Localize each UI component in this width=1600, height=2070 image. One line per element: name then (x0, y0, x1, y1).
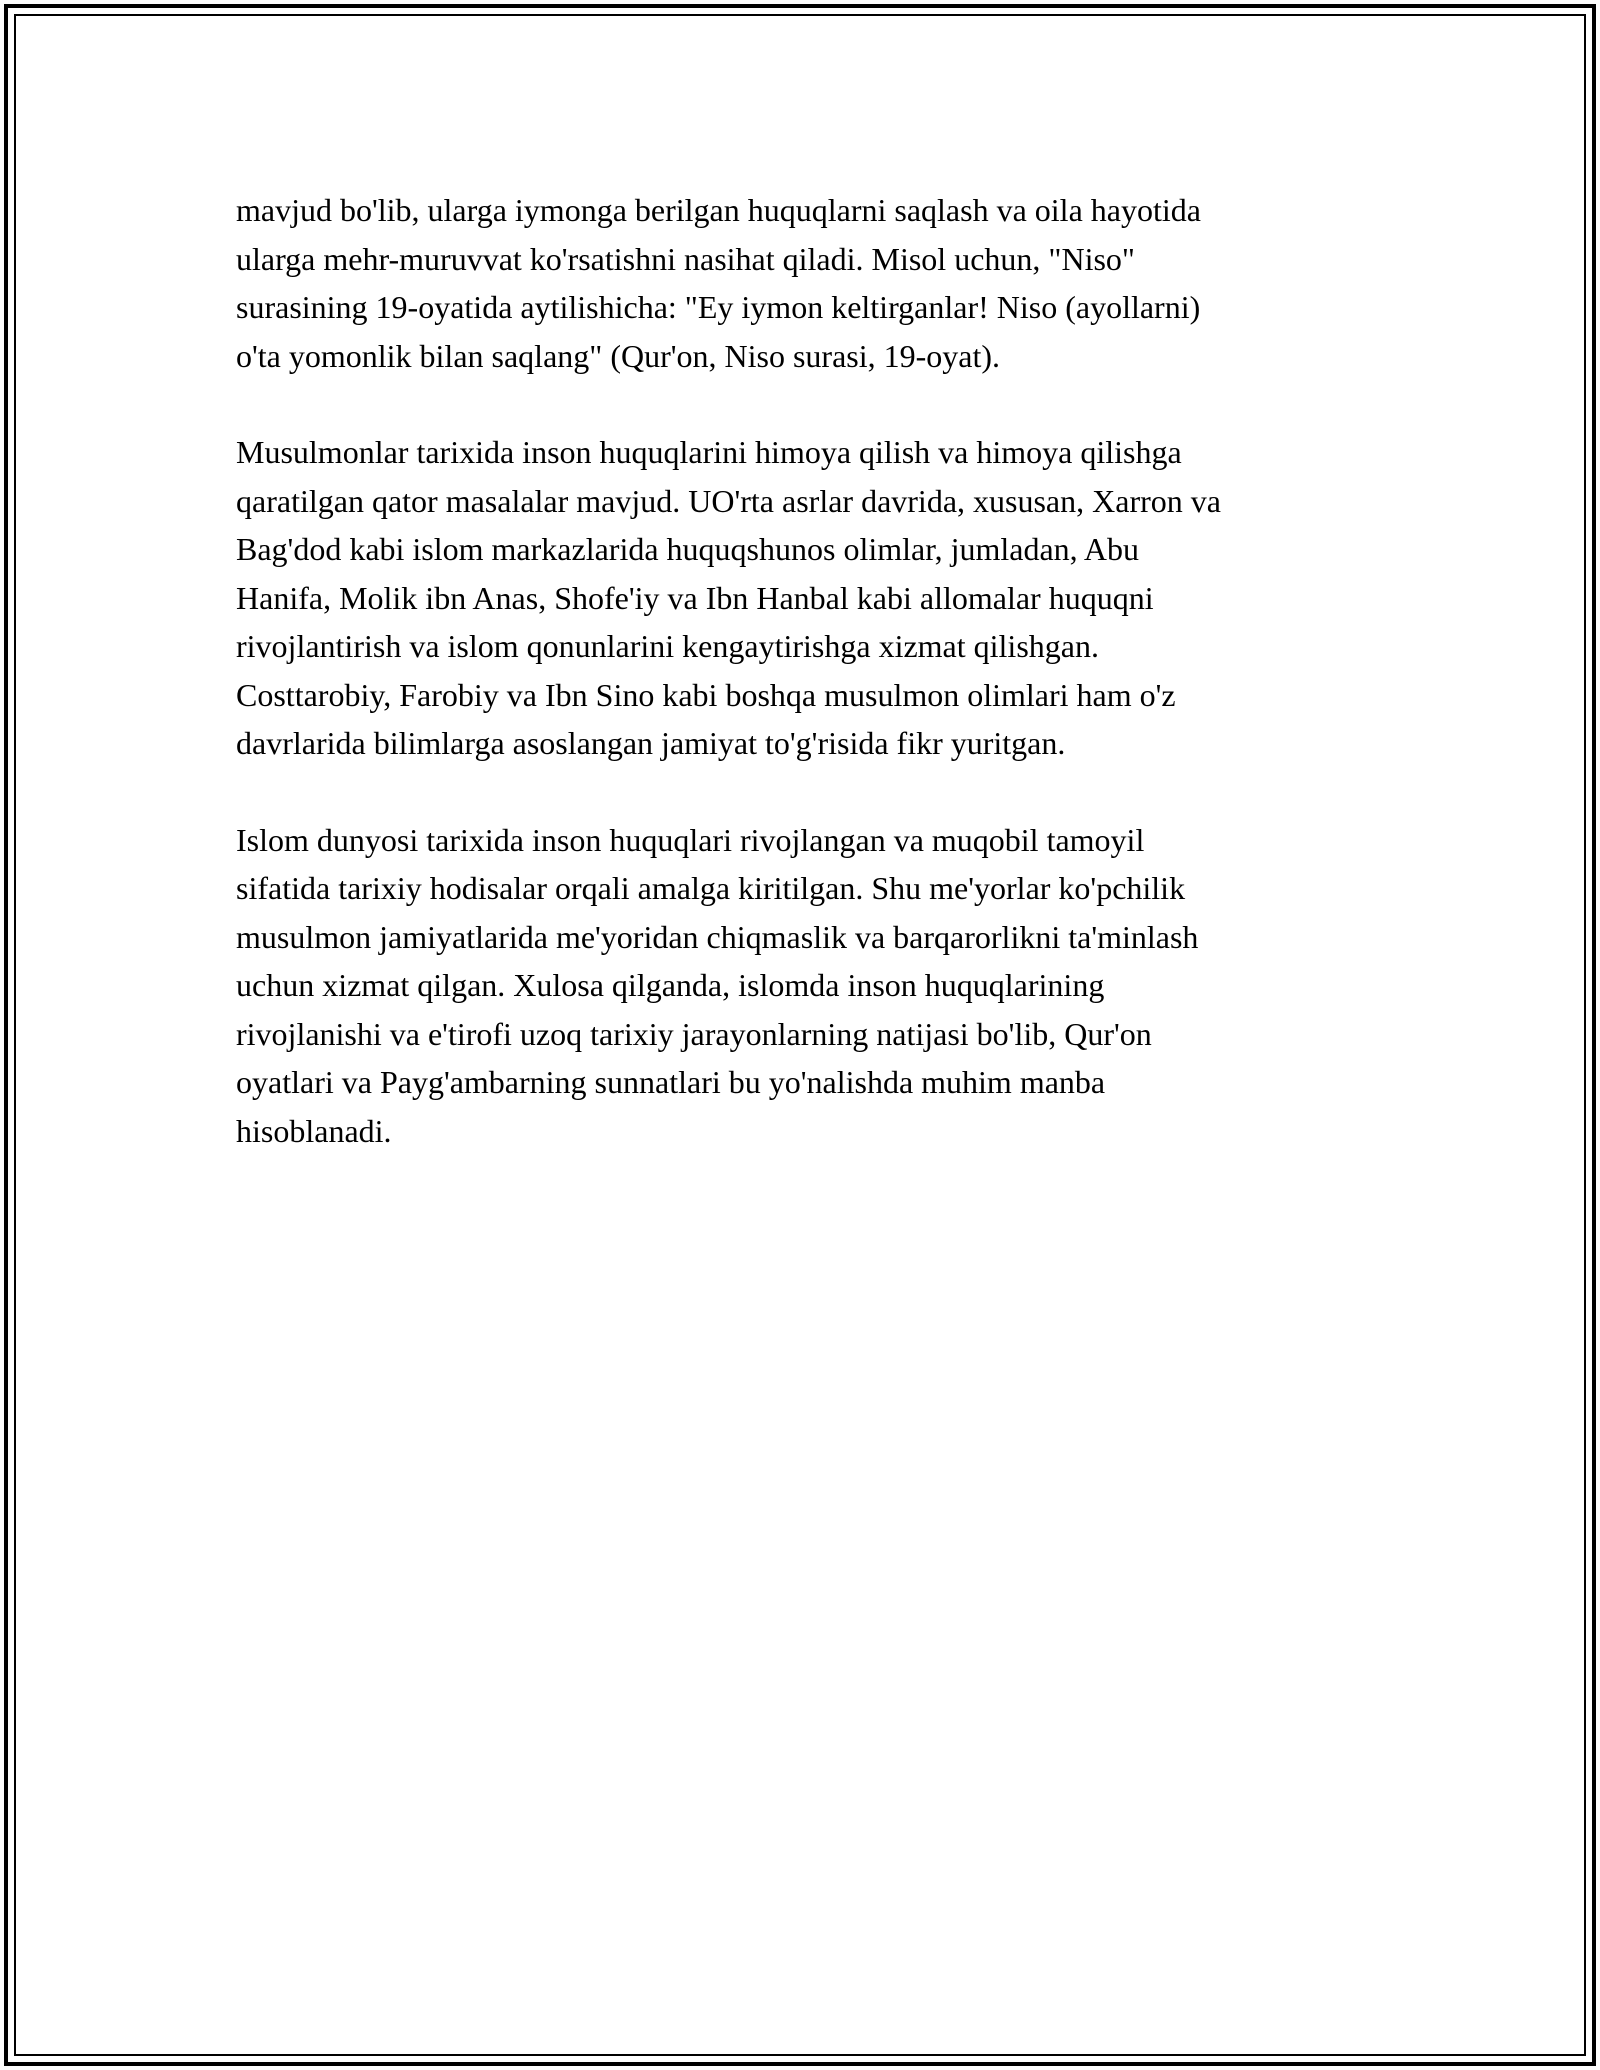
document-body (236, 186, 1376, 1203)
paragraph-1: mavjud bo'lib, ularga iymonga berilgan huquqlarni saqlash va oila hayotida ularga mehr-muruvvat ko'rsatishni nasihat qiladi. Misol uchun, "Niso" surasining 19-oyatida aytilishicha: "Ey iymon keltirganlar! Niso (ayollarni) o'ta yomonlik bilan saqlang" (Qur'on, Niso surasi, 19-oyat). (236, 192, 1201, 374)
paragraph-3: Islom dunyosi tarixida inson huquqlari rivojlangan va muqobil tamoyil sifatida tarixiy hodisalar orqali amalga kiritilgan. Shu me'yorlar ko'pchilik musulmon jamiyatlarida me'yoridan chiqmaslik va barqarorlikni ta'minlash uchun xizmat qilgan. Xulosa qilganda, islomda inson huquqlarining rivojlanishi va e'tirofi uzoq tarixiy jarayonlarning natijasi bo'lib, Qur'on oyatlari va Payg'ambarning sunnatlari bu yo'nalishda muhim manba hisoblanadi. (236, 821, 1199, 1149)
paragraph-2: Musulmonlar tarixida inson huquqlarini himoya qilish va himoya qilishga qaratilgan qator masalalar mavjud. UO'rta asrlar davrida, xususan, Xarron va Bag'dod kabi islom markazlarida huquqshunos olimlar, jumladan, Abu Hanifa, Molik ibn Anas, Shofe'iy va Ibn Hanbal kabi allomalar huquqni rivojlantirish va islom qonunlarini kengaytirishga xizmat qilishgan. Costtarobiy, Farobiy va Ibn Sino kabi boshqa musulmon olimlari ham o'z davrlarida bilimlarga asoslangan jamiyat to'g'risida fikr yuritgan. (236, 434, 1221, 761)
